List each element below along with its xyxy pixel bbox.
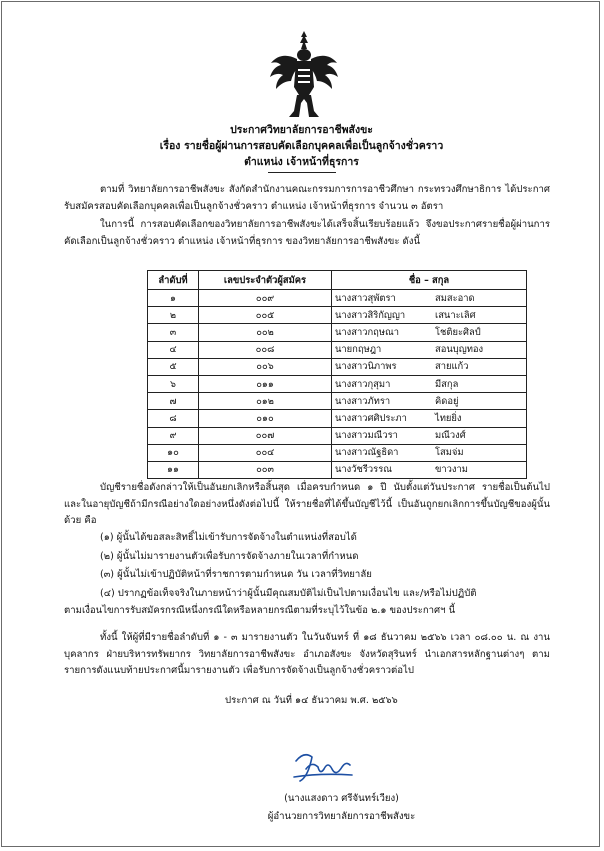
title-divider — [268, 172, 336, 173]
condition-item-4: (๔) ปรากฏข้อเท็จจริงในภายหน้าว่าผู้นั้นมีคุณสมบัติไม่เป็นไปตามเงื่อนไข และ/หรือไม่ปฏิบัติ — [100, 588, 477, 599]
paragraph-result: ในการนี้ การสอบคัดเลือกของวิทยาลัยการอาชีพสังขะได้เสร็จสิ้นเรียบร้อยแล้ว จึงขอประกาศรายชื่อผู้ผ่านการคัดเลือกเป็นลูกจ้างชั่วคราว ตำแหน่ง เจ้าหน้าที่ธุรการ ของวิทยาลัยการอาชีพสังขะ ดังนี้ — [64, 219, 550, 247]
cell-applicant-id: ๐๐๗ — [199, 427, 332, 444]
cell-order: ๑๑ — [148, 461, 199, 478]
paragraph-intro: ตามที่ วิทยาลัยการอาชีพสังขะ สังกัดสำนักงานคณะกรรมการการอาชีวศึกษา กระทรวงศึกษาธิการ ได้ประกาศรับสมัครสอบคัดเลือกบุคคลเพื่อเป็นลูกจ้างชั่วคราว ตำแหน่ง เจ้าหน้าที่ธุรการ จำนวน ๓ อัตรา — [64, 184, 550, 212]
cell-name — [332, 461, 527, 478]
cell-name — [332, 358, 527, 375]
cell-name — [332, 290, 527, 307]
cell-order: ๕ — [148, 358, 199, 375]
cell-name — [332, 444, 527, 461]
document-page — [1, 1, 600, 847]
last-name: ไทยยิ่ง — [435, 412, 462, 424]
header-applicant-id: เลขประจำตัวผู้สมัคร — [199, 271, 332, 290]
cell-applicant-id: ๐๐๖ — [199, 358, 332, 375]
last-name: มีสกุล — [435, 378, 459, 390]
table-row — [148, 307, 527, 324]
paragraph-validity: บัญชีรายชื่อดังกล่าวให้เป็นอันยกเลิกหรือสิ้นสุด เมื่อครบกำหนด ๑ ปี นับตั้งแต่วันประกาศ รายชื่อเป็นต้นไป และในอายุบัญชีถ้ามีกรณีอย่างใดอย่างหนึ่งดังต่อไปนี้ ให้รายชื่อที่ได้ขึ้นบัญชีไว้นี้ เป็นอันถูกยกเลิกการขึ้นบัญชีของผู้นั้นด้วย คือ — [64, 482, 550, 526]
cell-applicant-id: ๐๑๑ — [199, 375, 332, 392]
cell-order: ๒ — [148, 307, 199, 324]
position-title: ตำแหน่ง เจ้าหน้าที่ธุรการ — [244, 156, 359, 168]
cell-applicant-id: ๐๐๕ — [199, 307, 332, 324]
announcement-title: ประกาศวิทยาลัยการอาชีพสังขะ — [230, 124, 373, 136]
first-name: นายกฤษฎา — [335, 344, 382, 356]
table-row — [148, 324, 527, 341]
first-name: นางสาวสิริกัญญา — [335, 309, 406, 321]
table-row — [148, 341, 527, 358]
cell-name — [332, 341, 527, 358]
last-name: สอนบุญทอง — [435, 344, 484, 356]
first-name: นางสาวกฤษณา — [335, 326, 399, 338]
cell-applicant-id: ๐๐๙ — [199, 290, 332, 307]
handwritten-signature — [290, 747, 356, 787]
announcement-subject: เรื่อง รายชื่อผู้ผ่านการสอบคัดเลือกบุคคลเพื่อเป็นลูกจ้างชั่วคราว — [159, 140, 444, 152]
first-name: นางสาวณัฐธิดา — [335, 447, 399, 459]
cell-order: ๗ — [148, 393, 199, 410]
last-name: มณีวงศ์ — [435, 430, 466, 442]
table-row — [148, 290, 527, 307]
first-name: นางสาวกุสุมา — [335, 378, 391, 390]
cell-name — [332, 307, 527, 324]
table-row — [148, 375, 527, 392]
cell-applicant-id: ๐๐๒ — [199, 324, 332, 341]
cell-name — [332, 410, 527, 427]
candidate-table — [147, 270, 527, 479]
last-name: สายแก้ว — [435, 361, 469, 373]
cell-name — [332, 393, 527, 410]
table-row — [148, 393, 527, 410]
cell-order: ๘ — [148, 410, 199, 427]
last-name: เสนาะเลิศ — [435, 309, 476, 321]
table-row — [148, 444, 527, 461]
cell-applicant-id: ๐๑๒ — [199, 393, 332, 410]
cell-name — [332, 375, 527, 392]
header-order: ลำดับที่ — [148, 271, 199, 290]
cell-applicant-id: ๐๐๔ — [199, 444, 332, 461]
cell-order: ๑ — [148, 290, 199, 307]
cell-name — [332, 324, 527, 341]
last-name: ขาวงาม — [435, 464, 468, 476]
cell-name — [332, 427, 527, 444]
cell-order: ๖ — [148, 375, 199, 392]
first-name: นางสาวสุพัตรา — [335, 292, 396, 304]
cell-order: ๔ — [148, 341, 199, 358]
last-name: คิดอยู่ — [435, 395, 459, 407]
condition-item-2: (๒) ผู้นั้นไม่มารายงานตัวเพื่อรับการจัดจ้างภายในเวลาที่กำหนด — [100, 551, 359, 562]
table-row — [148, 461, 527, 478]
first-name: นางสาวภัทรา — [335, 395, 391, 407]
cell-applicant-id: ๐๑๐ — [199, 410, 332, 427]
last-name: สมสะอาด — [435, 292, 475, 304]
garuda-emblem — [267, 29, 341, 121]
header-name: ชื่อ – สกุล — [332, 271, 527, 290]
paragraph-report: ทั้งนี้ ให้ผู้ที่มีรายชื่อลำดับที่ ๑ - ๓ มารายงานตัว ในวันจันทร์ ที่ ๑๘ ธันวาคม ๒๕๖๖ เวลา ๐๘.๐๐ น. ณ งานบุคลากร ฝ่ายบริหารทรัพยากร วิทยาลัยการอาชีพสังขะ อำเภอสังขะ จังหวัดสุรินทร์ นำเอกสารหลักฐานต่างๆ ตามรายการดังแนบท้ายประกาศนี้มารายงานตัว เพื่อรับการจัดจ้างเป็นลูกจ้างชั่วคราวต่อไป — [64, 632, 550, 676]
first-name: นางสาวนิภาพร — [335, 361, 397, 373]
table-row — [148, 427, 527, 444]
table-header-row — [148, 271, 527, 290]
first-name: นางสาวศศิประภา — [335, 412, 407, 424]
last-name: โสมจ่ม — [435, 447, 464, 459]
announcement-date: ประกาศ ณ วันที่ ๑๔ ธันวาคม พ.ศ. ๒๕๖๖ — [225, 695, 398, 706]
cell-order: ๙ — [148, 427, 199, 444]
cell-applicant-id: ๐๐๘ — [199, 341, 332, 358]
signer-title: ผู้อำนวยการวิทยาลัยการอาชีพสังขะ — [267, 811, 416, 822]
condition-item-4-continued: ตามเงื่อนไขการรับสมัครกรณีหนึ่งกรณีใดหรือหลายกรณีตามที่ระบุไว้ในข้อ ๒.๑ ของประกาศฯ นี้ — [64, 605, 456, 616]
condition-item-3: (๓) ผู้นั้นไม่เข้าปฏิบัติหน้าที่ราชการตามกำหนด วัน เวลาที่วิทยาลัย — [100, 569, 372, 580]
condition-item-1: (๑) ผู้นั้นได้ขอสละสิทธิ์ไม่เข้ารับการจัดจ้างในตำแหน่งที่สอบได้ — [100, 532, 357, 543]
first-name: นางวัชรีวรรณ — [335, 464, 392, 476]
signer-name: (นางแสงดาว ศรีจันทร์เวียง) — [284, 793, 399, 804]
cell-order: ๑๐ — [148, 444, 199, 461]
last-name: โชติยะศิลป์ — [435, 326, 481, 338]
cell-applicant-id: ๐๐๓ — [199, 461, 332, 478]
first-name: นางสาวมณีวรา — [335, 430, 398, 442]
table-row — [148, 358, 527, 375]
cell-order: ๓ — [148, 324, 199, 341]
table-row — [148, 410, 527, 427]
